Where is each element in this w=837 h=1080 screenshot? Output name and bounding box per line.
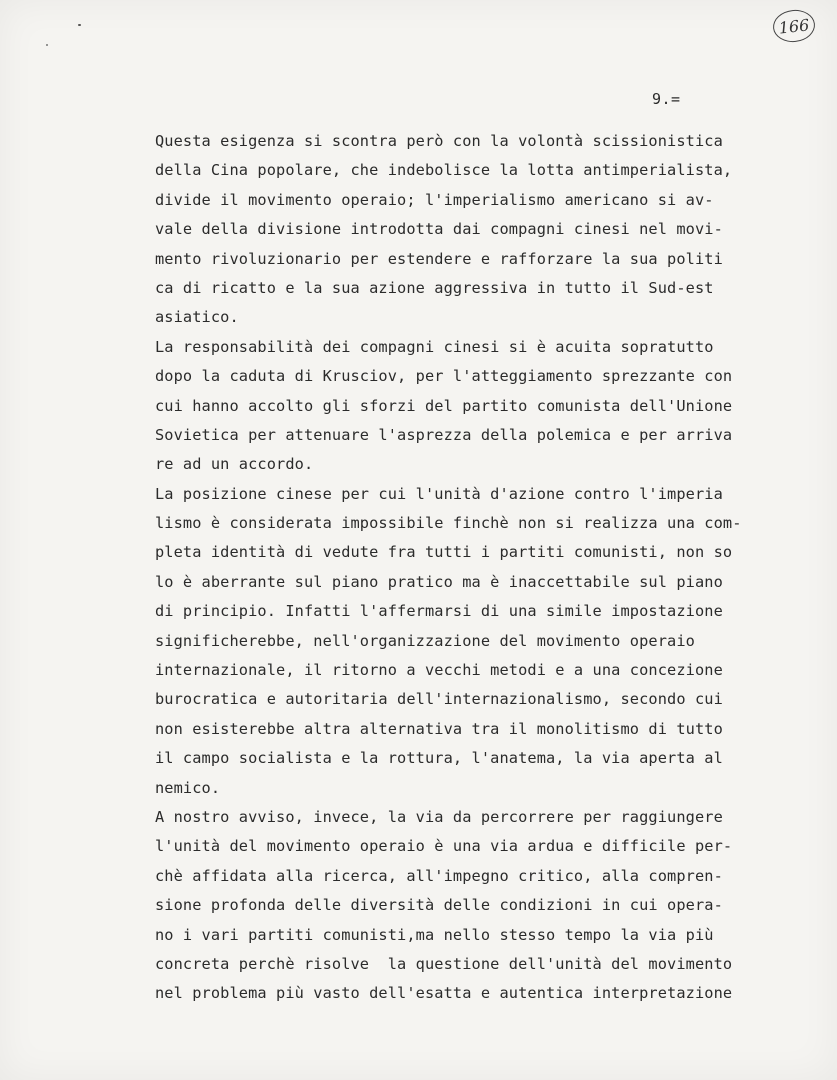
page-number: 9.= xyxy=(652,90,681,108)
text-line: mento rivoluzionario per estendere e rafforzare la sua politi xyxy=(155,249,723,268)
text-line: l'unità del movimento operaio è una via ardua e difficile per- xyxy=(155,837,733,856)
text-line: lo è aberrante sul piano pratico ma è inaccettabile sul piano xyxy=(155,572,723,591)
text-line: re ad un accordo. xyxy=(155,455,314,474)
text-line: chè affidata alla ricerca, all'impegno critico, alla compren- xyxy=(155,866,723,885)
text-line: nemico. xyxy=(155,778,221,797)
paper-speck xyxy=(46,44,48,46)
text-line: La responsabilità dei compagni cinesi si è acuita sopratutto xyxy=(155,337,714,356)
typed-text-body xyxy=(155,127,795,1009)
text-line: dopo la caduta di Krusciov, per l'atteggiamento sprezzante con xyxy=(155,367,733,386)
paper-speck xyxy=(78,24,81,26)
text-line: non esisterebbe altra alternativa tra il monolitismo di tutto xyxy=(155,719,723,738)
text-line: il campo socialista e la rottura, l'anatema, la via aperta al xyxy=(155,749,723,768)
archive-stamp xyxy=(771,8,816,44)
text-line: nel problema più vasto dell'esatta e autentica interpretazione xyxy=(155,984,733,1003)
text-line: ca di ricatto e la sua azione aggressiva in tutto il Sud-est xyxy=(155,278,714,297)
text-line: A nostro avviso, invece, la via da percorrere per raggiungere xyxy=(155,807,723,826)
text-line: Questa esigenza si scontra però con la volontà scissionistica xyxy=(155,132,723,150)
stamp-number: 166 xyxy=(777,14,811,38)
text-line: concreta perchè risolve la questione dell'unità del movimento xyxy=(155,954,733,973)
text-line: Sovietica per attenuare l'asprezza della polemica e per arriva xyxy=(155,425,733,444)
text-line: di principio. Infatti l'affermarsi di una simile impostazione xyxy=(155,602,723,621)
text-line: significherebbe, nell'organizzazione del movimento operaio xyxy=(155,631,695,650)
text-line: internazionale, il ritorno a vecchi metodi e a una concezione xyxy=(155,661,723,680)
text-line: della Cina popolare, che indebolisce la lotta antimperialista, xyxy=(155,161,733,180)
text-line: no i vari partiti comunisti,ma nello stesso tempo la via più xyxy=(155,925,714,944)
text-line: vale della divisione introdotta dai compagni cinesi nel movi- xyxy=(155,220,723,239)
text-line: burocratica e autoritaria dell'internazionalismo, secondo cui xyxy=(155,690,723,709)
text-line: cui hanno accolto gli sforzi del partito comunista dell'Unione xyxy=(155,396,733,415)
text-line: divide il movimento operaio; l'imperialismo americano si av- xyxy=(155,190,714,209)
text-line: La posizione cinese per cui l'unità d'azione contro l'imperia xyxy=(155,484,723,503)
text-line: lismo è considerata impossibile finchè non si realizza una com- xyxy=(155,514,742,533)
text-line: pleta identità di vedute fra tutti i partiti comunisti, non so xyxy=(155,543,733,562)
text-line: sione profonda delle diversità delle condizioni in cui opera- xyxy=(155,896,723,915)
text-line: asiatico. xyxy=(155,308,239,327)
